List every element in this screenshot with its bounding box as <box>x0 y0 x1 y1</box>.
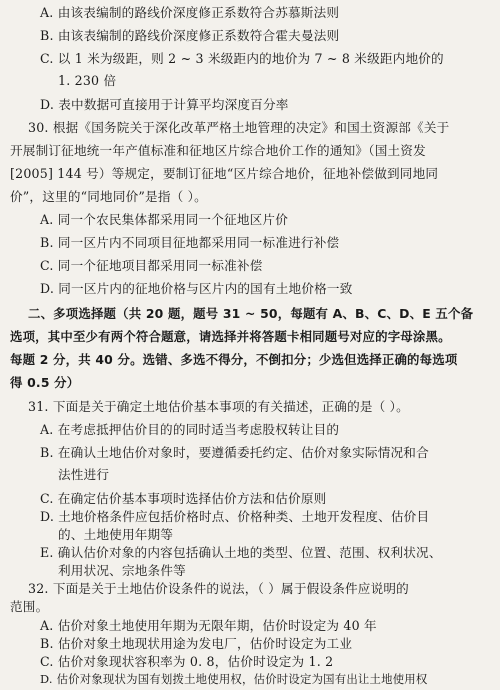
section-2-line: 得 0.5 分） <box>10 375 80 390</box>
option-31-d-cont: 的、土地使用年期等 <box>58 527 174 542</box>
question-30-stem-line: 开展制订征地统一年产值标准和征地区片综合地价工作的通知》（国土资发 <box>10 143 426 158</box>
option-32-c: C. 估价对象现状容积率为 0. 8，估价时设定为 1. 2 <box>40 654 334 669</box>
option-29-d: D. 表中数据可直接用于计算平均深度百分率 <box>40 97 289 112</box>
option-30-d: D. 同一区片内的征地价格与区片内的国有土地价格一致 <box>40 281 353 296</box>
option-31-c: C. 在确定估价基本事项时选择估价方法和估价原则 <box>40 491 327 506</box>
option-30-b: B. 同一区片内不同项目征地都采用同一标准进行补偿 <box>40 235 340 250</box>
option-32-d: D. 估价对象现状为国有划拨土地使用权，估价时设定为国有出让土地使用权 <box>40 672 428 686</box>
option-30-c: C. 同一个征地项目都采用同一标准补偿 <box>40 258 263 273</box>
question-30-stem-line: 30. 根据《国务院关于深化改革严格土地管理的决定》和国土资源部《关于 <box>28 120 450 135</box>
option-29-b: B. 由该表编制的路线价深度修正系数符合霍夫曼法则 <box>40 28 340 43</box>
option-31-a: A. 在考虑抵押估价目的的同时适当考虑股权转让目的 <box>40 422 340 437</box>
option-29-a: A. 由该表编制的路线价深度修正系数符合苏慕斯法则 <box>40 5 340 20</box>
option-32-b: B. 估价对象土地现状用途为发电厂，估价时设定为工业 <box>40 636 353 651</box>
question-30-stem-line: [2005] 144 号）等规定，要制订征地“区片综合地价，征地补偿做到同地同 <box>10 166 439 181</box>
option-31-e-cont: 利用状况、宗地条件等 <box>58 563 186 578</box>
section-2-line: 选项，其中至少有两个符合题意，请选择并将答题卡相同题号对应的字母涂黑。 <box>10 329 451 344</box>
section-2-line: 二、多项选择题（共 20 题，题号 31 ~ 50，每题有 A、B、C、D、E 五个备 <box>28 306 474 321</box>
option-31-e: E. 确认估价对象的内容包括确认土地的类型、位置、范围、权利状况、 <box>40 545 442 560</box>
question-30-stem-line: 价”，这里的“同地同价”是指（ ）。 <box>10 189 207 204</box>
option-31-d: D. 土地价格条件应包括价格时点、价格种类、土地开发程度、估价目 <box>40 509 430 524</box>
option-29-c-cont: 1. 230 倍 <box>58 73 117 88</box>
option-31-b: B. 在确认土地估价对象时，要遵循委托约定、估价对象实际情况和合 <box>40 445 429 460</box>
option-29-c: C. 以 1 米为级距，则 2 ~ 3 米级距内的地价为 7 ~ 8 米级距内地价的 <box>40 51 444 66</box>
section-2-line: 每题 2 分，共 40 分。选错、多选不得分，不倒扣分；少选但选择正确的每选项 <box>10 352 458 367</box>
option-32-a: A. 估价对象土地使用年期为无限年期，估价时设定为 40 年 <box>40 618 377 633</box>
option-31-b-cont: 法性进行 <box>58 467 110 482</box>
option-30-a: A. 同一个农民集体都采用同一个征地区片价 <box>40 212 288 227</box>
question-31-stem: 31. 下面是关于确定土地估价基本事项的有关描述，正确的是（ ）。 <box>28 399 409 414</box>
question-32-stem-line: 范围。 <box>10 599 49 614</box>
question-32-stem-line: 32. 下面是关于土地估价设条件的说法，（ ）属于假设条件应说明的 <box>28 581 409 596</box>
